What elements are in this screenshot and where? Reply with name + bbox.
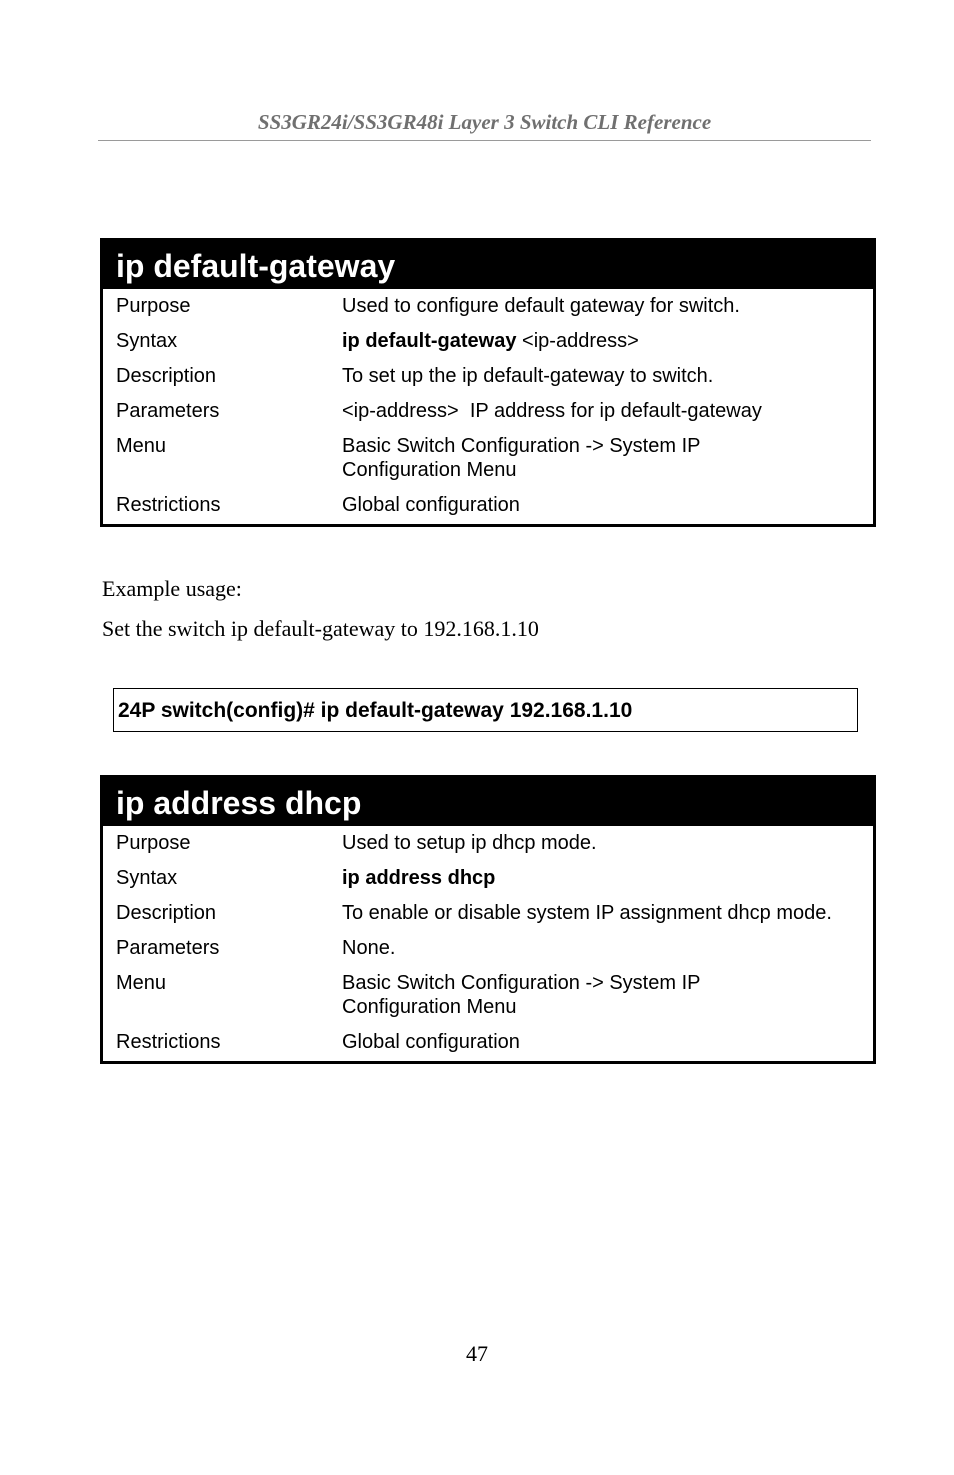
row-purpose	[103, 289, 873, 325]
row-value: Basic Switch Configuration -> System IP Configuration Menu	[342, 435, 701, 481]
row-value: Global configuration	[342, 494, 520, 516]
row-value	[342, 329, 873, 353]
running-header: SS3GR24i/SS3GR48i Layer 3 Switch CLI Reference	[257, 110, 712, 134]
page-number: 47	[466, 1341, 488, 1366]
row-restrictions	[103, 1026, 873, 1061]
row-label: Parameters	[116, 937, 220, 959]
header-rule	[98, 140, 871, 141]
row-label: Description	[116, 902, 217, 924]
row-label: Description	[116, 365, 217, 387]
row-restrictions	[103, 489, 873, 524]
row-label: Menu	[116, 435, 167, 457]
command-table-ip-address-dhcp	[100, 775, 876, 1064]
syntax-args: <ip-address>	[516, 330, 639, 352]
command-title: ip address dhcp	[103, 775, 873, 826]
row-value: To set up the ip default-gateway to switch.	[342, 365, 714, 387]
row-description	[103, 897, 873, 932]
row-value: To enable or disable system IP assignment dhcp mode.	[342, 902, 832, 924]
row-label: Purpose	[116, 832, 191, 854]
syntax-keyword: ip default-gateway	[342, 330, 517, 352]
row-label: Restrictions	[116, 1031, 221, 1053]
row-value	[342, 866, 873, 890]
command-title: ip default-gateway	[103, 238, 873, 289]
row-syntax	[103, 325, 873, 360]
row-menu	[103, 967, 873, 1026]
row-label: Purpose	[116, 295, 191, 317]
row-label: Menu	[116, 972, 167, 994]
example-text: Set the switch ip default-gateway to 192.168.1.10	[102, 616, 539, 641]
row-menu	[103, 430, 873, 489]
row-syntax	[103, 862, 873, 897]
row-value: Basic Switch Configuration -> System IP Configuration Menu	[342, 972, 701, 1018]
row-value: <ip-address> IP address for ip default-gateway	[342, 400, 762, 422]
row-description	[103, 360, 873, 395]
row-value: Global configuration	[342, 1031, 520, 1053]
syntax-keyword: ip address dhcp	[342, 867, 496, 889]
row-value: None.	[342, 937, 396, 959]
row-label: Parameters	[116, 400, 220, 422]
command-table-ip-default-gateway	[100, 238, 876, 527]
example-heading: Example usage:	[102, 576, 242, 601]
row-parameters	[103, 395, 873, 430]
row-value: Used to setup ip dhcp mode.	[342, 832, 597, 854]
example-code-block: 24P switch(config)# ip default-gateway 192.168.1.10	[113, 688, 858, 732]
row-purpose	[103, 826, 873, 862]
row-label: Restrictions	[116, 494, 221, 516]
row-parameters	[103, 932, 873, 967]
row-label: Syntax	[116, 330, 178, 352]
row-label: Syntax	[116, 867, 178, 889]
row-value: Used to configure default gateway for switch.	[342, 295, 740, 317]
